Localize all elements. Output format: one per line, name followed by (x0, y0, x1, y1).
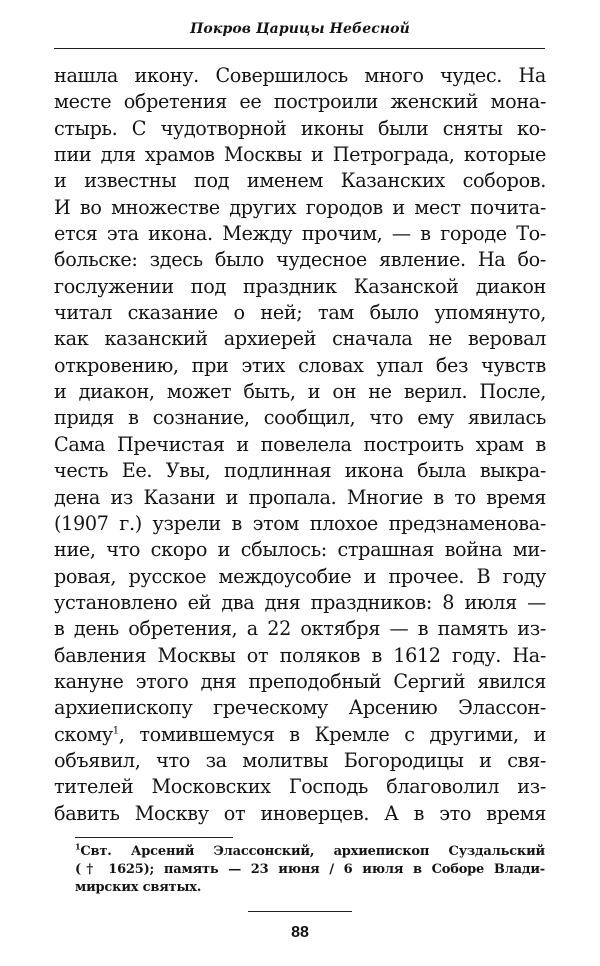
text-line: Сама Пречистая и повелела построить храм в (54, 432, 546, 456)
text-line: стырь. С чудотворной иконы были сняты ко- (54, 116, 546, 140)
main-text-block (54, 63, 546, 827)
text-line: кануне этого дня преподобный Сергий явился (54, 669, 546, 693)
text-line: И во множестве других городов и мест почита- (54, 195, 546, 219)
text-line: дена из Казани и пропала. Многие в то время (54, 485, 546, 509)
footnote-reference[interactable]: 1 (112, 725, 119, 737)
text-line: архиепископу греческому Арсению Элассон- (54, 696, 546, 720)
text-line: месте обретения ее построили женский мона- (54, 90, 546, 114)
text-line: ние, что скоро и сбылось: страшная война ми- (54, 538, 546, 562)
text-line: и диакон, может быть, и он не верил. После, (54, 380, 546, 404)
text-line: придя в сознание, сообщил, что ему явилась (54, 406, 546, 430)
text-line: гослужении под праздник Казанской диакон (54, 274, 546, 298)
text-line: бавить Москву от иноверцев. А в это время (54, 801, 546, 825)
text-line: пии для храмов Москвы и Петрограда, которые (54, 143, 546, 167)
text-line: ровая, русское междоусобие и прочее. В году (54, 564, 546, 588)
text-fragment: , томившемуся в Кремле с другими, и (118, 722, 546, 746)
footnote-marker: 1 (75, 841, 81, 852)
text-line: ется эта икона. Между прочим, — в городе То- (54, 222, 546, 246)
footnote-line (75, 843, 545, 861)
text-line: (1907 г.) узрели в этом плохое предзнаменова- (54, 511, 546, 535)
text-line: честь Ее. Увы, подлинная икона была выкра- (54, 459, 546, 483)
text-line: установлено ей два дня праздников: 8 июля — (54, 590, 546, 614)
page-number: 88 (291, 924, 309, 941)
text-line: бавления Москвы от поляков в 1612 году. На- (54, 643, 546, 667)
text-line: откровению, при этих словах упал без чувств (54, 353, 546, 377)
text-line: объявил, что за молитвы Богородицы и свя- (54, 748, 546, 772)
page-number-rule (248, 911, 352, 912)
footnote-text: Свт. Арсений Элассонский, архиепископ Суздальский (80, 844, 545, 859)
text-line: больске: здесь было чудесное явление. На бо- (54, 248, 546, 272)
text-line-with-footnote-ref (54, 722, 546, 748)
text-line: тителей Московских Господь благоволил из- (54, 775, 546, 799)
text-line: читал сказание о ней; там было упомянуто, (54, 301, 546, 325)
text-line: в день обретения, а 22 октября — в память из- (54, 617, 546, 641)
footnote-separator-rule (75, 837, 233, 838)
footnote-line: († 1625); память — 23 июня / 6 июля в Соборе Влади- (75, 862, 545, 877)
text-line: и известны под именем Казанских соборов. (54, 169, 546, 193)
footnote-line: мирских святых. (75, 880, 202, 895)
text-line: нашла икону. Совершилось много чудес. На (54, 64, 546, 87)
text-line: как казанский архиерей сначала не веровал (54, 327, 546, 351)
text-fragment: скому (54, 722, 113, 746)
footnote-block (75, 843, 545, 897)
header-rule (54, 48, 545, 49)
running-head-title: Покров Царицы Небесной (190, 21, 410, 37)
